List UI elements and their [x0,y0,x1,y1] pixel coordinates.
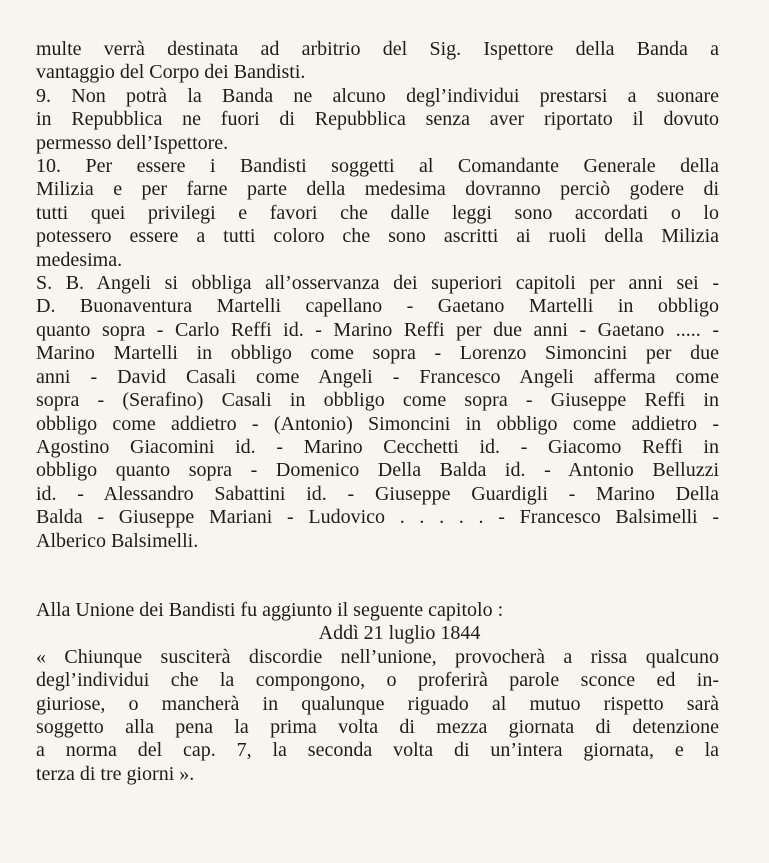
text-line: terza di tre giorni ». [36,762,195,785]
text-line: anni - David Casali come Angeli - Francesco Angeli afferma come [36,365,719,388]
addendum-date: Addì 21 luglio 1844 [318,622,481,645]
text-line: obbligo quanto sopra - Domenico Della Balda id. - Antonio Belluzzi [36,459,719,482]
text-line: Agostino Giacomini id. - Marino Cecchetti id. - Giacomo Reffi in [36,435,719,458]
article-9 [36,85,719,155]
text-line: S. B. Angeli si obbliga all’osservanza dei superiori capitoli per anni sei - [36,272,719,295]
article-10 [36,155,719,272]
text-line: 10. Per essere i Bandisti soggetti al Comandante Generale della [36,155,719,178]
text-line: giuriose, o mancherà in qualunque riguado al mutuo rispetto sarà [36,692,719,715]
text-line: D. Buonaventura Martelli capellano - Gaetano Martelli in obbligo [36,295,719,318]
text-line: quanto sopra - Carlo Reffi id. - Marino Reffi per due anni - Gaetano ..... - [36,318,719,341]
text-line: multe verrà destinata ad arbitrio del Sig. Ispettore della Banda a [36,38,719,60]
text-line: tutti quei privilegi e favori che dalle leggi sono accordati o lo [36,201,719,224]
paragraph-continuation [36,38,719,85]
text-line: soggetto alla pena la prima volta di mezza giornata di detenzione [36,715,719,738]
text-line: obbligo come addietro - (Antonio) Simoncini in obbligo come addietro - [36,412,719,435]
signatories-paragraph [36,272,719,553]
text-line: potessero essere a tutti coloro che sono ascritti ai ruoli della Milizia [36,225,719,248]
text-line: in Repubblica ne fuori di Repubblica senza aver riportato il dovuto [36,108,719,131]
text-line: vantaggio del Corpo dei Bandisti. [36,61,306,84]
section-gap [36,553,719,599]
text-line: a norma del cap. 7, la seconda volta di un’intera giornata, e la [36,739,719,762]
text-line: Milizia e per farne parte della medesima dovranno perciò godere di [36,178,719,201]
text-line: medesima. [36,248,123,271]
addendum-section [36,599,719,786]
addendum-intro: Alla Unione dei Bandisti fu aggiunto il seguente capitolo : [36,598,504,621]
text-line: Alberico Balsimelli. [36,529,199,552]
text-line: permesso dell’Ispettore. [36,131,229,154]
text-line: « Chiunque susciterà discordie nell’unione, provocherà a rissa qualcuno [36,645,719,668]
text-line: degl’individui che la compongono, o proferirà parole sconce ed in- [36,669,719,692]
text-line: Balda - Giuseppe Mariani - Ludovico . . . . . - Francesco Balsimelli - [36,506,719,529]
text-line: sopra - (Serafino) Casali in obbligo come sopra - Giuseppe Reffi in [36,389,719,412]
text-line: id. - Alessandro Sabattini id. - Giuseppe Guardigli - Marino Della [36,482,719,505]
text-line: Marino Martelli in obbligo come sopra - Lorenzo Simoncini per due [36,342,719,365]
text-line: 9. Non potrà la Banda ne alcuno degl’individui prestarsi a suonare [36,84,719,107]
